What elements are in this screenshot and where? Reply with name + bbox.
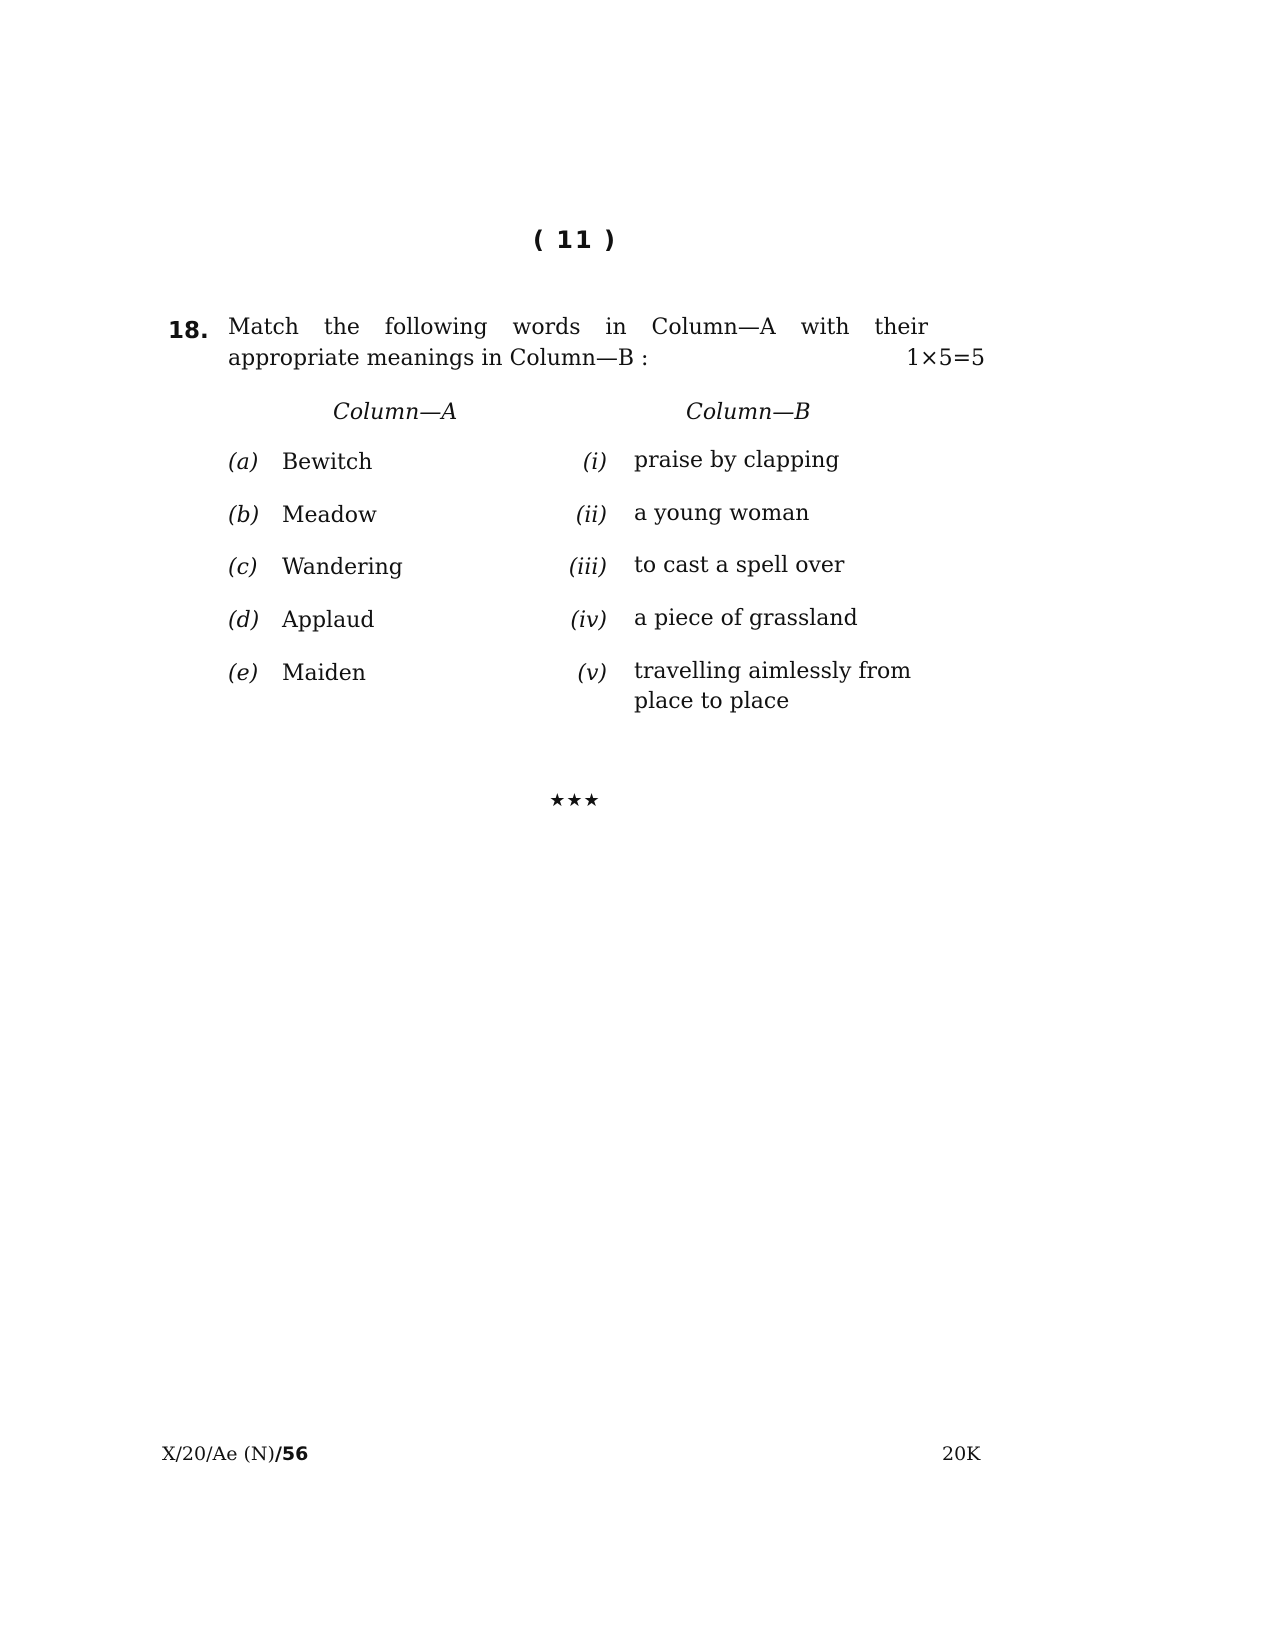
column-b-label: (i) — [582, 450, 607, 475]
column-a-label: (e) — [228, 661, 259, 686]
column-a-word: Meadow — [282, 503, 377, 528]
column-a-word: Maiden — [282, 661, 366, 686]
page-number: ( 11 ) — [532, 226, 618, 254]
column-b-heading: Column—B — [686, 400, 811, 425]
paper-code-bold: /56 — [274, 1443, 309, 1465]
question-marks: 1×5=5 — [906, 346, 985, 371]
column-a-heading: Column—A — [333, 400, 458, 425]
match-row — [0, 661, 1275, 741]
column-b-label: (v) — [577, 661, 607, 686]
column-b-meaning: to cast a spell over — [634, 553, 845, 578]
column-b-label: (iii) — [568, 555, 607, 580]
column-a-label: (d) — [228, 608, 260, 633]
paper-code — [162, 1443, 308, 1465]
question-text-line-2: appropriate meanings in Column—B : — [228, 346, 649, 371]
match-row — [0, 450, 1275, 490]
paper-code-plain: X/20/Ae (N) — [162, 1443, 275, 1465]
column-b-label: (iv) — [570, 608, 607, 633]
column-a-label: (c) — [228, 555, 258, 580]
column-a-label: (b) — [228, 503, 260, 528]
column-a-word: Wandering — [282, 555, 403, 580]
question-text-line-1: Match the following words in Column—A with their — [228, 315, 928, 340]
column-a-label: (a) — [228, 450, 259, 475]
column-b-meaning: travelling aimlessly from place to place — [634, 659, 912, 714]
match-row — [0, 503, 1275, 543]
column-a-word: Bewitch — [282, 450, 373, 475]
print-quantity: 20K — [942, 1443, 981, 1465]
match-row — [0, 555, 1275, 595]
column-b-meaning: praise by clapping — [634, 448, 840, 473]
column-a-word: Applaud — [282, 608, 375, 633]
column-b-meaning: a piece of grassland — [634, 606, 858, 631]
match-row — [0, 608, 1275, 648]
column-b-label: (ii) — [575, 503, 607, 528]
column-b-meaning: a young woman — [634, 501, 810, 526]
end-of-paper-mark: ★★★ — [549, 790, 601, 811]
question-number: 18. — [168, 318, 209, 344]
